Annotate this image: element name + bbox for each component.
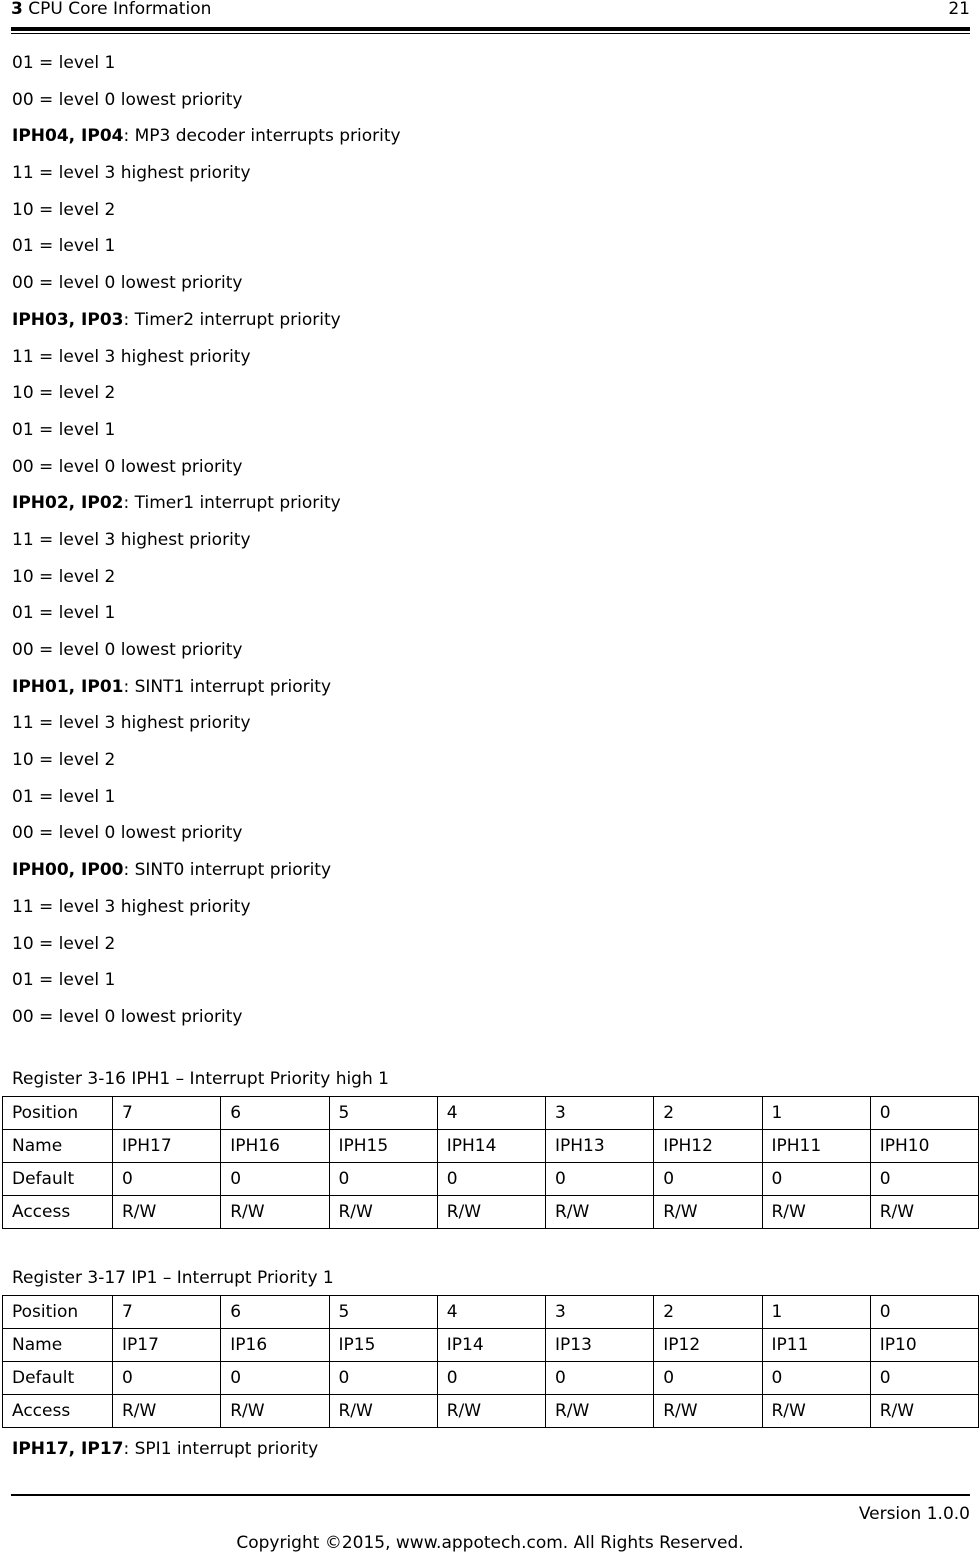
table-cell: R/W	[762, 1196, 870, 1229]
line-text: 01 = level 1	[12, 236, 116, 257]
line-text: 11 = level 3 highest priority	[12, 346, 251, 367]
line-text: 01 = level 1	[12, 603, 116, 624]
table-cell: IPH10	[870, 1130, 978, 1163]
row-header-cell: Access	[3, 1395, 113, 1428]
table-cell: 0	[329, 1163, 437, 1196]
table-cell: R/W	[329, 1395, 437, 1428]
table-cell: R/W	[221, 1196, 329, 1229]
line-text: 01 = level 1	[12, 786, 116, 807]
table-cell: IP13	[546, 1329, 654, 1362]
table-cell: 6	[221, 1296, 329, 1329]
table-cell: 0	[113, 1163, 221, 1196]
chapter-heading	[11, 0, 211, 18]
table-row	[3, 1362, 979, 1395]
description-line	[12, 676, 962, 713]
description-line	[12, 235, 962, 272]
description-line	[12, 419, 962, 456]
line-text: 00 = level 0 lowest priority	[12, 1006, 243, 1027]
row-header-cell: Access	[3, 1196, 113, 1229]
line-text: 01 = level 1	[12, 419, 116, 440]
description-line	[12, 639, 962, 676]
table-cell: 3	[546, 1296, 654, 1329]
table-row	[3, 1097, 979, 1130]
table-cell: IPH12	[654, 1130, 762, 1163]
table-cell: 5	[329, 1296, 437, 1329]
line-text: : Timer2 interrupt priority	[123, 309, 341, 330]
line-text: 10 = level 2	[12, 566, 116, 587]
table-cell: IP14	[437, 1329, 545, 1362]
table-cell: R/W	[762, 1395, 870, 1428]
description-line	[12, 492, 962, 529]
table-cell: 0	[762, 1163, 870, 1196]
description-line	[12, 382, 962, 419]
table-cell: R/W	[654, 1196, 762, 1229]
line-text: 01 = level 1	[12, 53, 116, 73]
line-text: 10 = level 2	[12, 750, 116, 771]
page-number: 21	[948, 0, 970, 19]
row-header-cell: Position	[3, 1296, 113, 1329]
table-row	[3, 1196, 979, 1229]
description-line	[12, 309, 962, 346]
table-cell: 1	[762, 1296, 870, 1329]
table-cell: IP17	[113, 1329, 221, 1362]
register-table-iph1	[2, 1096, 979, 1229]
description-line	[12, 602, 962, 639]
table-cell: 0	[870, 1097, 978, 1130]
table-cell: R/W	[546, 1196, 654, 1229]
description-line	[12, 529, 962, 566]
table-cell: IP11	[762, 1329, 870, 1362]
line-text: : SINT1 interrupt priority	[123, 676, 332, 697]
page-header	[11, 0, 970, 20]
table-cell: 7	[113, 1097, 221, 1130]
line-text: 11 = level 3 highest priority	[12, 163, 251, 184]
table-cell: IPH13	[546, 1130, 654, 1163]
line-text: 11 = level 3 highest priority	[12, 896, 251, 917]
description-line	[12, 749, 962, 786]
chapter-number: 3	[11, 0, 23, 19]
chapter-title: CPU Core Information	[28, 0, 212, 19]
description-line	[12, 346, 962, 383]
line-text: 00 = level 0 lowest priority	[12, 640, 243, 660]
table-cell: IPH14	[437, 1130, 545, 1163]
table-cell: 0	[221, 1163, 329, 1196]
description-line	[12, 566, 962, 603]
line-text: 11 = level 3 highest priority	[12, 529, 251, 550]
row-header-cell: Default	[3, 1362, 113, 1395]
table-cell: R/W	[437, 1395, 545, 1428]
table-cell: 0	[870, 1296, 978, 1329]
register-table-ip1	[2, 1295, 979, 1428]
table-cell: 5	[329, 1097, 437, 1130]
table-cell: IPH17	[113, 1130, 221, 1163]
register-caption-ip1: Register 3-17 IP1 – Interrupt Priority 1	[12, 1268, 334, 1288]
footer-rule	[11, 1494, 970, 1496]
field-name: IPH00, IP00	[12, 860, 124, 881]
table-cell: 0	[870, 1362, 978, 1395]
table-cell: 0	[329, 1362, 437, 1395]
description-line	[12, 822, 962, 859]
table-cell: 4	[437, 1097, 545, 1130]
table-cell: 0	[870, 1163, 978, 1196]
table-cell: 0	[113, 1362, 221, 1395]
table-cell: 0	[654, 1362, 762, 1395]
description-line	[12, 125, 962, 162]
line-text: 10 = level 2	[12, 383, 116, 404]
field-name: IPH04, IP04	[12, 126, 124, 147]
line-text: 00 = level 0 lowest priority	[12, 456, 243, 477]
table-cell: IPH15	[329, 1130, 437, 1163]
description-line	[12, 89, 962, 126]
table-cell: 3	[546, 1097, 654, 1130]
table-cell: R/W	[113, 1196, 221, 1229]
description-line	[12, 786, 962, 823]
description-line	[12, 456, 962, 493]
field-name: IPH17, IP17	[12, 1439, 124, 1459]
description-line	[12, 933, 962, 970]
copyright-notice: Copyright ©2015, www.appotech.com. All Rights Reserved.	[236, 1533, 744, 1553]
description-line	[12, 896, 962, 933]
field-name: IPH01, IP01	[12, 676, 124, 697]
table-cell: 2	[654, 1097, 762, 1130]
table-cell: 0	[437, 1362, 545, 1395]
row-header-cell: Position	[3, 1097, 113, 1130]
line-text: 10 = level 2	[12, 199, 116, 220]
table-cell: IP12	[654, 1329, 762, 1362]
line-text: : MP3 decoder interrupts priority	[123, 126, 401, 147]
description-line	[12, 272, 962, 309]
table-cell: 2	[654, 1296, 762, 1329]
table-row	[3, 1130, 979, 1163]
field-text: : SPI1 interrupt priority	[123, 1439, 319, 1459]
table-cell: R/W	[221, 1395, 329, 1428]
table-cell: R/W	[654, 1395, 762, 1428]
table-cell: R/W	[437, 1196, 545, 1229]
table-row	[3, 1163, 979, 1196]
table-cell: 6	[221, 1097, 329, 1130]
version-label: Version 1.0.0	[858, 1504, 970, 1524]
line-text: 10 = level 2	[12, 933, 116, 954]
description-line	[12, 712, 962, 749]
table-cell: R/W	[546, 1395, 654, 1428]
row-header-cell: Name	[3, 1329, 113, 1362]
table-cell: 0	[437, 1163, 545, 1196]
table-cell: IP15	[329, 1329, 437, 1362]
table-cell: IPH11	[762, 1130, 870, 1163]
row-header-cell: Name	[3, 1130, 113, 1163]
description-line	[12, 199, 962, 236]
table-cell: 0	[546, 1163, 654, 1196]
table-row	[3, 1395, 979, 1428]
table-row	[3, 1296, 979, 1329]
table-cell: 7	[113, 1296, 221, 1329]
table-cell: 1	[762, 1097, 870, 1130]
header-rule-thick	[11, 27, 970, 31]
table-cell: 0	[762, 1362, 870, 1395]
row-header-cell: Default	[3, 1163, 113, 1196]
priority-description-list	[12, 52, 962, 1043]
description-line	[12, 969, 962, 1006]
table-cell: IPH16	[221, 1130, 329, 1163]
description-line	[12, 1006, 962, 1043]
table-cell: IP10	[870, 1329, 978, 1362]
table-cell: 4	[437, 1296, 545, 1329]
table-cell: 0	[654, 1163, 762, 1196]
field-description	[12, 1438, 318, 1460]
line-text: : Timer1 interrupt priority	[123, 493, 341, 514]
table-cell: R/W	[329, 1196, 437, 1229]
table-cell: R/W	[870, 1196, 978, 1229]
table-cell: R/W	[870, 1395, 978, 1428]
table-cell: 0	[221, 1362, 329, 1395]
line-text: 00 = level 0 lowest priority	[12, 273, 243, 294]
line-text: 00 = level 0 lowest priority	[12, 89, 243, 110]
line-text: 01 = level 1	[12, 970, 116, 991]
table-cell: IP16	[221, 1329, 329, 1362]
table-cell: 0	[546, 1362, 654, 1395]
description-line	[12, 162, 962, 199]
field-name: IPH03, IP03	[12, 309, 124, 330]
line-text: 11 = level 3 highest priority	[12, 713, 251, 734]
line-text: 00 = level 0 lowest priority	[12, 823, 243, 844]
description-line	[12, 859, 962, 896]
header-rule-thin	[11, 33, 970, 34]
field-name: IPH02, IP02	[12, 493, 124, 514]
table-cell: R/W	[113, 1395, 221, 1428]
table-row	[3, 1329, 979, 1362]
register-caption-iph1: Register 3-16 IPH1 – Interrupt Priority high 1	[12, 1069, 389, 1089]
line-text: : SINT0 interrupt priority	[123, 860, 332, 881]
description-line	[12, 52, 962, 89]
